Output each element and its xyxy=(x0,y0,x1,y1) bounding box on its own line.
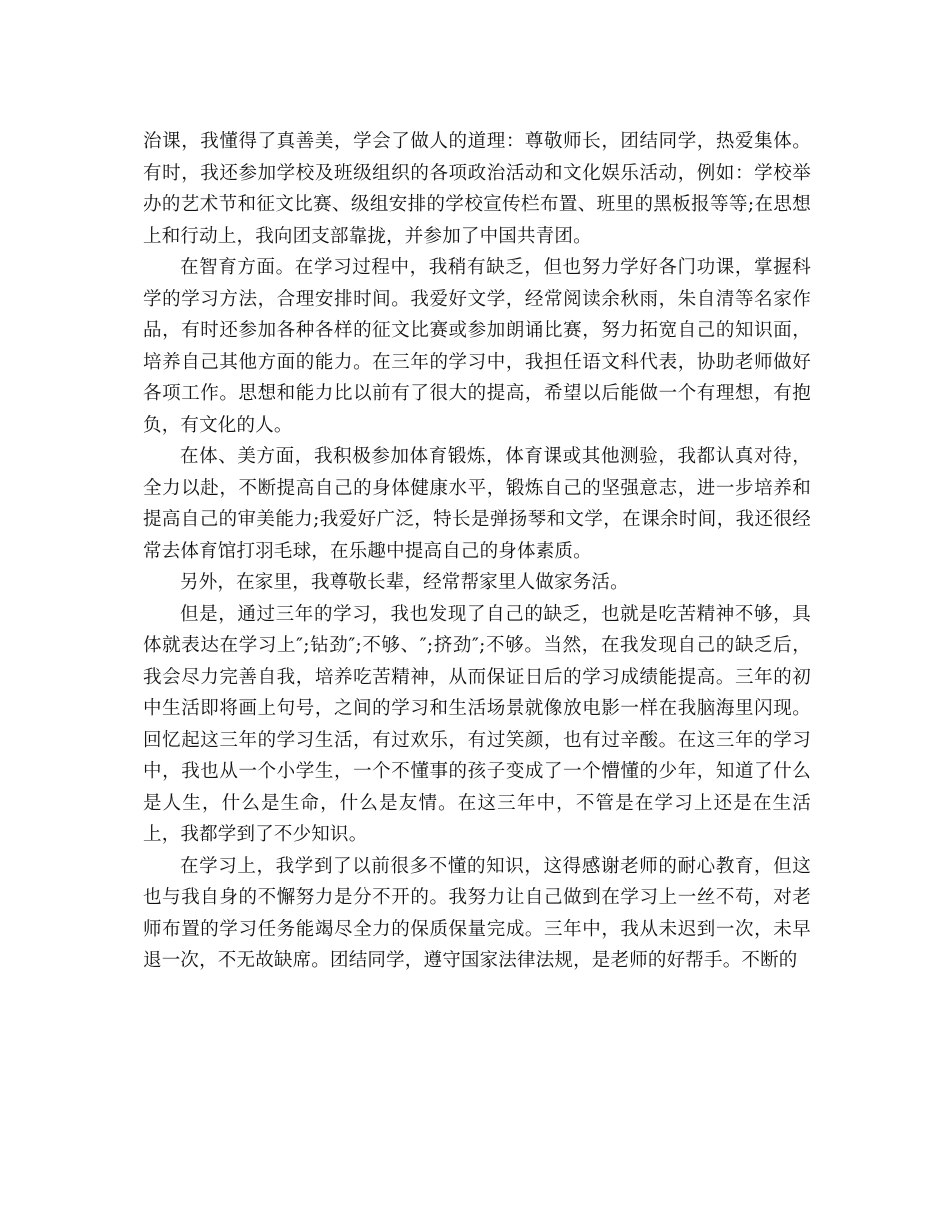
paragraph-2: 在智育方面。在学习过程中，我稍有缺乏，但也努力学好各门功课，掌握科学的学习方法，合理安排时间。我爱好文学，经常阅读余秋雨，朱自清等名家作品，有时还参加各种各样的征文比赛或参加朗诵比赛，努力拓宽自己的知识面，培养自己其他方面的能力。在三年的学习中，我担任语文科代表，协助老师做好各项工作。思想和能力比以前有了很大的提高，希望以后能做一个有理想，有抱负，有文化的人。 xyxy=(143,257,811,436)
paragraph-1: 治课，我懂得了真善美，学会了做人的道理：尊敬师长，团结同学，热爱集体。有时，我还参加学校及班级组织的各项政治活动和文化娱乐活动，例如：学校举办的艺术节和征文比赛、级组安排的学校宣传栏布置、班里的黑板报等等;在思想上和行动上，我向团支部靠拢，并参加了中国共青团。 xyxy=(143,131,811,247)
paragraph-6: 在学习上，我学到了以前很多不懂的知识，这得感谢老师的耐心教育，但这也与我自身的不懈努力是分不开的。我努力让自己做到在学习上一丝不苟，对老师布置的学习任务能竭尽全力的保质保量完成。三年中，我从未迟到一次，未早退一次，不无故缺席。团结同学，遵守国家法律法规，是老师的好帮手。不断的 xyxy=(143,855,811,971)
document-body xyxy=(143,126,811,977)
paragraph-5: 但是，通过三年的学习，我也发现了自己的缺乏，也就是吃苦精神不够，具体就表达在学习上″;钻劲″;不够、″;挤劲″;不够。当然，在我发现自己的缺乏后，我会尽力完善自我，培养吃苦精神，从而保证日后的学习成绩能提高。三年的初中生活即将画上句号，之间的学习和生活场景就像放电影一样在我脑海里闪现。回忆起这三年的学习生活，有过欢乐，有过笑颜，也有过辛酸。在这三年的学习中，我也从一个小学生，一个不懂事的孩子变成了一个懵懂的少年，知道了什么是人生，什么是生命，什么是友情。在这三年中，不管是在学习上还是在生活上，我都学到了不少知识。 xyxy=(143,603,811,845)
paragraph-3: 在体、美方面，我积极参加体育锻炼，体育课或其他测验，我都认真对待，全力以赴，不断提高自己的身体健康水平，锻炼自己的坚强意志，进一步培养和提高自己的审美能力;我爱好广泛，特长是弹扬琴和文学，在课余时间，我还很经常去体育馆打羽毛球，在乐趣中提高自己的身体素质。 xyxy=(143,446,811,562)
paragraph-4: 另外，在家里，我尊敬长辈，经常帮家里人做家务活。 xyxy=(180,572,629,593)
